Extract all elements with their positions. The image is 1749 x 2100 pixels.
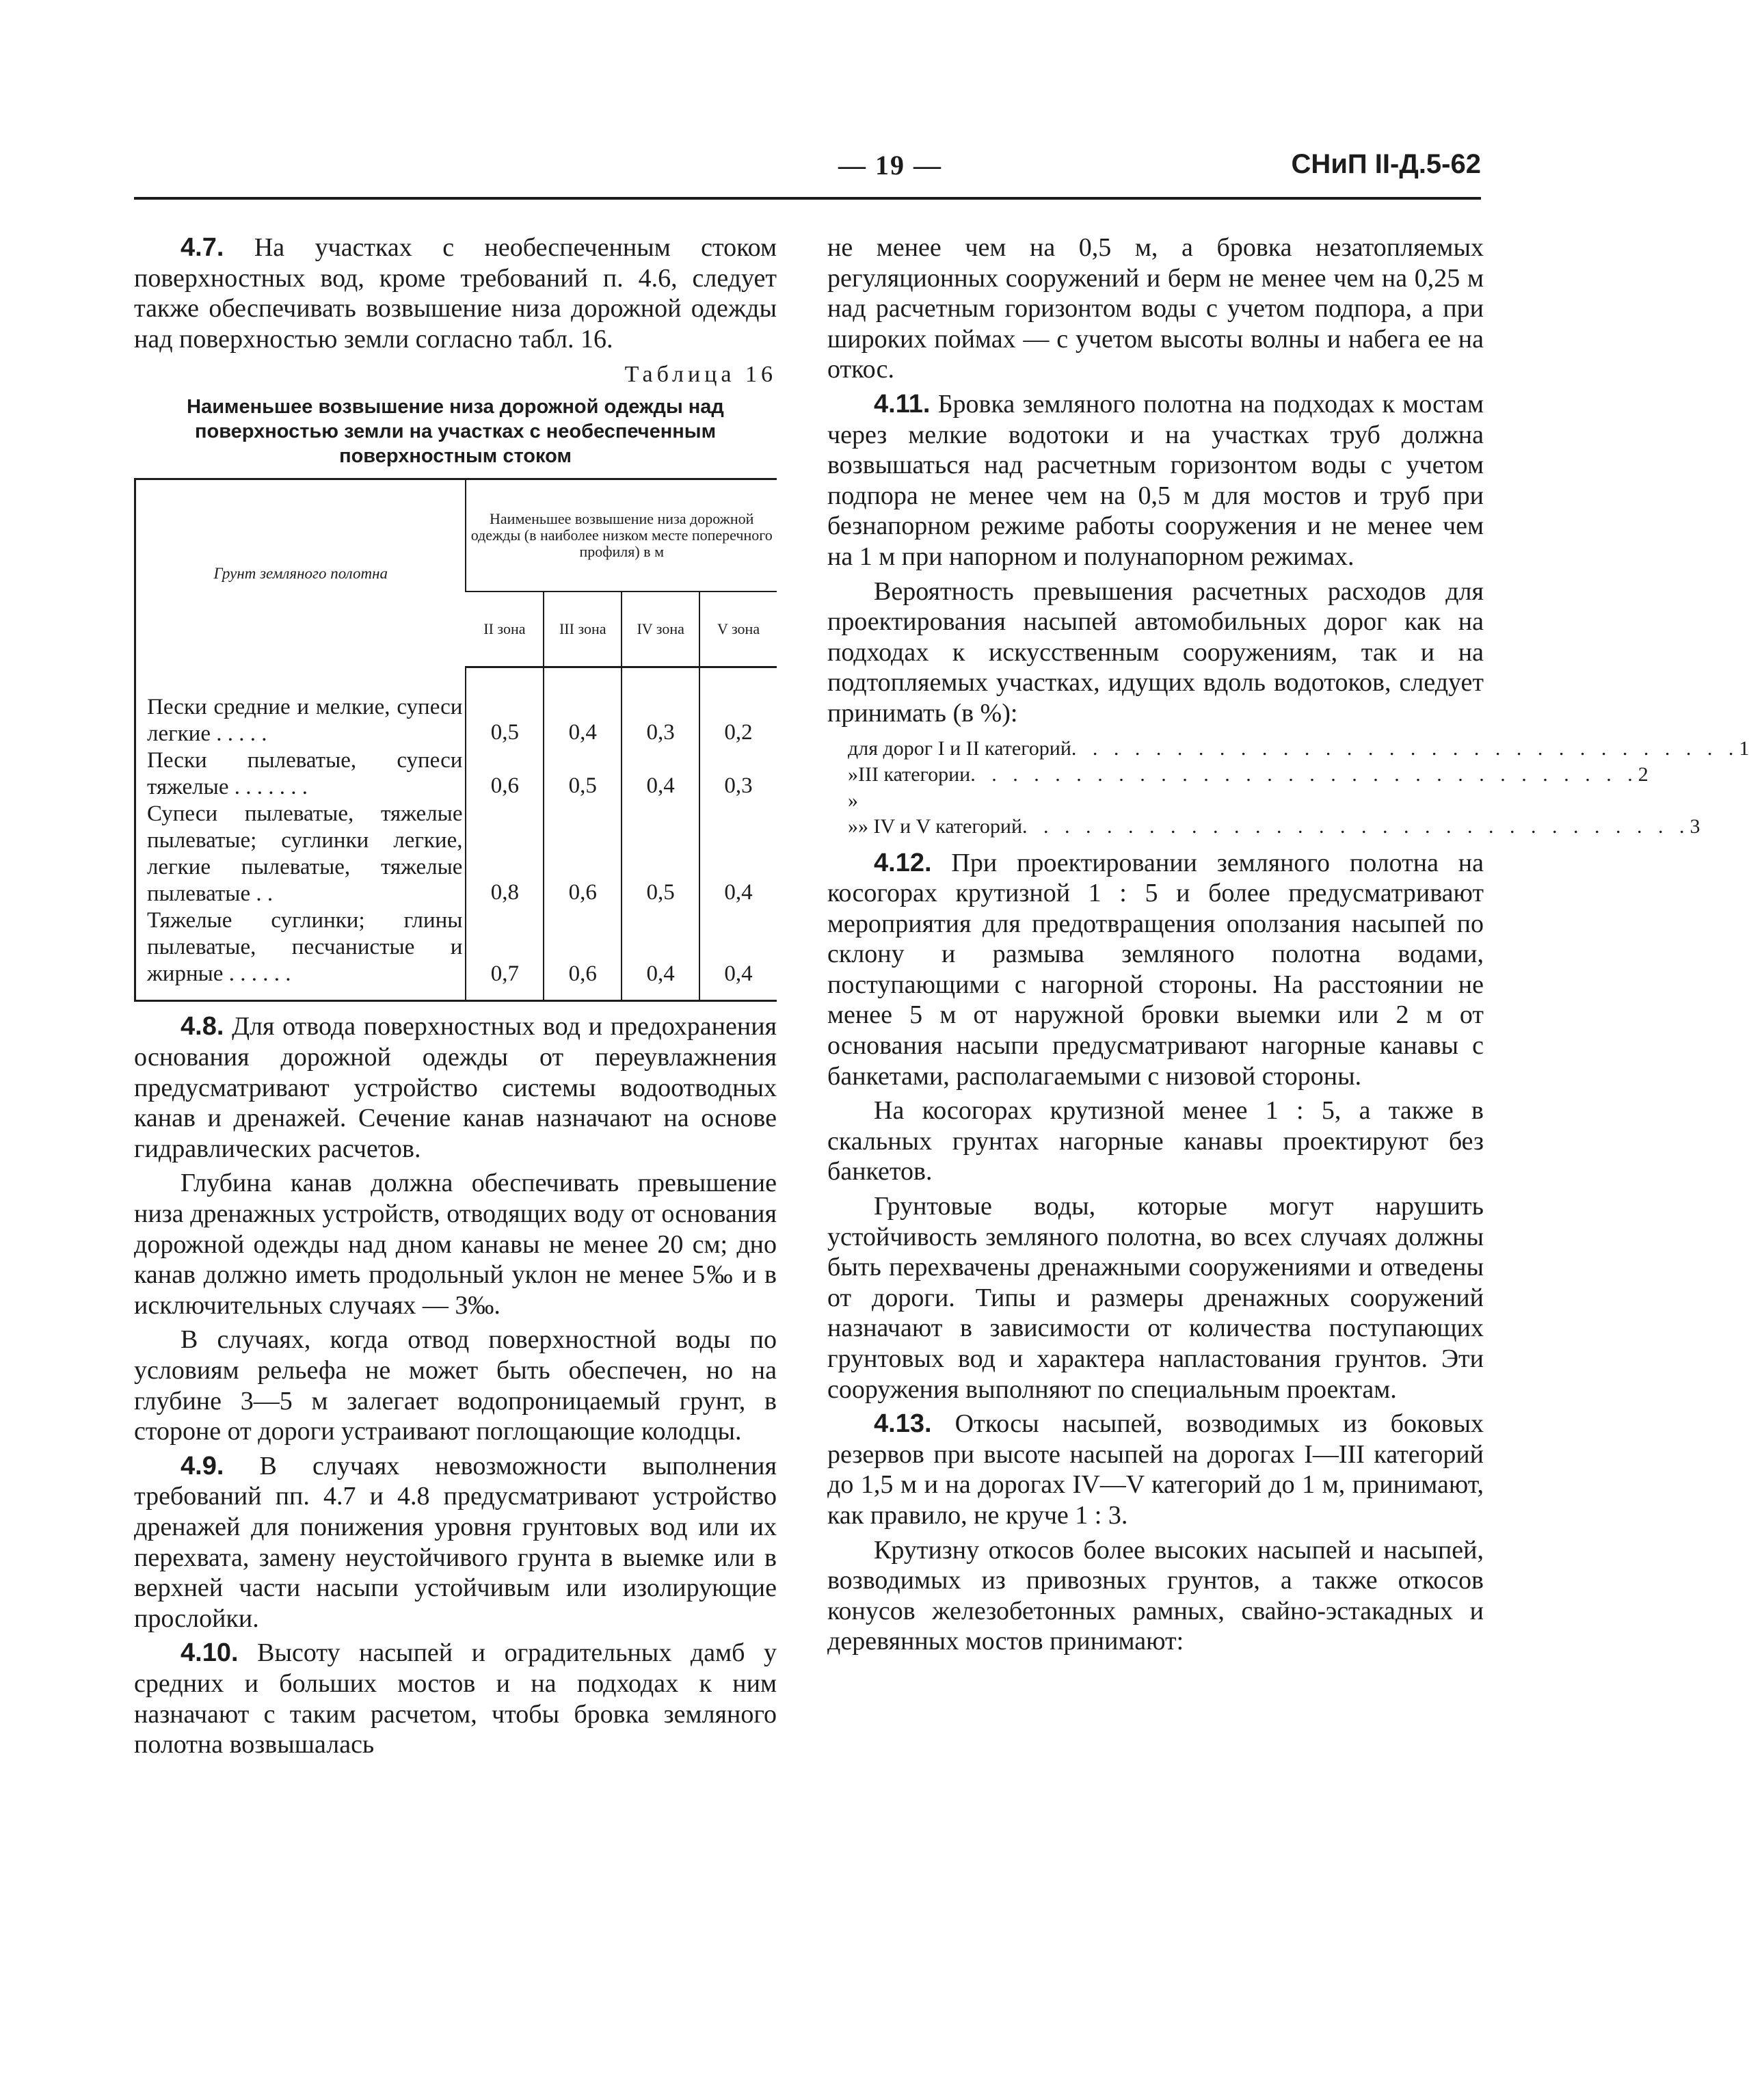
category-value: 2 bbox=[1638, 762, 1648, 786]
value-cell: 0,8 bbox=[466, 801, 544, 907]
paragraph: Грунтовые воды, которые могут нарушить устойчивость земляного полотна, во всех случаях должны быть перехвачены дренажными сооружениями и отведены от дороги. Типы и размеры дренажных сооружений назначают в зависимости от количества поступающих грунтовых вод и характера напластования грунтов. Эти сооружения выполняют по специальным проектам. bbox=[827, 1192, 1484, 1404]
value-cell: 0,6 bbox=[544, 907, 622, 1001]
paragraph-text: Бровка земляного полотна на подходах к мостам через мелкие водотоки и на участках труб должна возвышаться над расчетным горизонтом воды с учетом подпора не менее чем на 0,5 м для мостов и труб при безнапорном режиме работы сооружения и не менее чем на 1 м при напорном и полунапорном режимах. bbox=[827, 389, 1484, 571]
clause-number: 4.12. bbox=[874, 848, 932, 877]
clause-number: 4.9. bbox=[181, 1451, 224, 1480]
paragraph-4-12 bbox=[827, 848, 1484, 1092]
paragraph: Вероятность превышения расчетных расходов для проектирования насыпей автомобильных дорог как на подходах к искусственным сооружениям, так и на подтопляемых участках, идущих вдоль водотоков, следует принимать (в %): bbox=[827, 576, 1484, 728]
value-cell: 0,4 bbox=[622, 907, 699, 1001]
table-row bbox=[135, 801, 777, 907]
table-16 bbox=[134, 478, 777, 1002]
value-cell: 0,5 bbox=[544, 747, 622, 801]
paragraph-4-7 bbox=[134, 232, 777, 354]
header-soil: Грунт земляного полотна bbox=[213, 564, 388, 582]
value-cell: 0,4 bbox=[699, 907, 777, 1001]
header-zone: II зона bbox=[466, 592, 544, 667]
category-text: для дорог I и II категорий bbox=[848, 736, 1071, 760]
table-label: Таблица 16 bbox=[624, 362, 777, 388]
soil-cell: Пески средние и мелкие, супеси легкие . . . . . bbox=[147, 695, 463, 747]
header-zone: IV зона bbox=[622, 592, 699, 667]
table-title: Наименьшее возвышение низа дорожной одежды над поверхностью земли на участках с необеспеченным поверхностным стоком bbox=[187, 395, 724, 467]
clause-number: 4.10. bbox=[181, 1638, 239, 1668]
clause-number: 4.8. bbox=[181, 1012, 224, 1041]
category-text: III категории bbox=[858, 762, 971, 786]
paragraph: Крутизну откосов более высоких насыпей и насыпей, возводимых из привозных грунтов, а также откосов конусов железобетонных рамных, свайно-эстакадных и деревянных мостов принимают: bbox=[827, 1535, 1484, 1656]
header-rule bbox=[134, 197, 1481, 200]
category-item: для дорог I и II категорий . . . . . . . . . . . . . . . . . . . . . . . . . . . . . . . . 1 bbox=[848, 736, 1484, 762]
value-cell: 0,4 bbox=[699, 801, 777, 907]
value-cell: 0,5 bbox=[466, 667, 544, 747]
paragraph-4-10 bbox=[134, 1638, 777, 1759]
paragraph: Глубина канав должна обеспечивать превышение низа дренажных устройств, отводящих воду от основания дорожной одежды над дном канавы не менее 20 см; дно канав должно иметь продольный уклон не менее 5‰ и в исключительных случаях — 3‰. bbox=[134, 1169, 777, 1320]
category-list bbox=[848, 736, 1749, 840]
category-text: » IV и V категорий bbox=[858, 814, 1023, 838]
header-zone: V зона bbox=[699, 592, 777, 667]
ditto-mark: » bbox=[848, 814, 858, 838]
paragraph-4-11 bbox=[827, 389, 1484, 572]
ditto-mark: » » bbox=[848, 762, 858, 812]
left-column bbox=[134, 232, 777, 1760]
category-item: » » IV и V категорий . . . . . . . . . . . . . . . . . . . . . . . . . . . . . . . . 3 bbox=[848, 814, 1484, 840]
table-row bbox=[135, 667, 777, 747]
value-cell: 0,4 bbox=[622, 747, 699, 801]
value-cell: 0,5 bbox=[622, 801, 699, 907]
value-cell: 0,6 bbox=[466, 747, 544, 801]
document-code: СНиП II-Д.5-62 bbox=[1291, 149, 1481, 179]
paragraph-text: В случаях невозможности выполнения требований пп. 4.7 и 4.8 предусматривают устройство дренажей для понижения уровня грунтовых вод или их перехвата, замену неустойчивого грунта в выемке или в верхней части насыпи устойчивым или изолирующие прослойки. bbox=[134, 1451, 777, 1633]
header-zone: III зона bbox=[544, 592, 622, 667]
page-number: — 19 — bbox=[838, 150, 942, 181]
clause-number: 4.7. bbox=[181, 233, 224, 262]
paragraph-4-13 bbox=[827, 1409, 1484, 1530]
paragraph-text: При проектировании земляного полотна на косогорах крутизной 1 : 5 и более предусматривают мероприятия для предотвращения оползания насыпей по склону и размыва земляного полотна водами, поступающими с нагорной стороны. На расстоянии не менее 5 м от наружной бровки выемки или 2 м от основания насыпи предусматривают нагорные канавы с банкетами, располагаемыми с низовой стороны. bbox=[827, 848, 1484, 1091]
paragraph-text: Высоту насыпей и оградительных дамб у средних и больших мостов и на подходах к ним назначают с таким расчетом, чтобы бровка земляного полотна возвышалась bbox=[134, 1638, 777, 1759]
paragraph-text: Откосы насыпей, возводимых из боковых резервов при высоте насыпей на дорогах I—III категорий до 1,5 м и на дорогах IV—V категорий до 1 м, принимают, как правило, не круче 1 : 3. bbox=[827, 1409, 1484, 1530]
clause-number: 4.11. bbox=[874, 389, 931, 418]
value-cell: 0,4 bbox=[544, 667, 622, 747]
category-value: 1 bbox=[1739, 736, 1749, 760]
paragraph-4-8 bbox=[134, 1011, 777, 1164]
table-row bbox=[135, 907, 777, 1001]
paragraph-4-9 bbox=[134, 1451, 777, 1634]
soil-cell: Супеси пылеватые, тяжелые пылеватые; суглинки легкие, легкие пылеватые, тяжелые пылеватые . . bbox=[147, 801, 463, 907]
paragraph: не менее чем на 0,5 м, а бровка незатопляемых регуляционных сооружений и берм не менее чем на 0,25 м над расчетным горизонтом воды с учетом подпора, а при широких поймах — с учетом высоты волны и набега ее на откос. bbox=[827, 233, 1484, 384]
table-row bbox=[135, 747, 777, 801]
category-item: » » III категории . . . . . . . . . . . . . . . . . . . . . . . . . . . . . . . . 2 bbox=[848, 762, 1484, 814]
value-cell: 0,3 bbox=[622, 667, 699, 747]
value-cell: 0,6 bbox=[544, 801, 622, 907]
paragraph: На косогорах крутизной менее 1 : 5, а также в скальных грунтах нагорные канавы проектируют без банкетов. bbox=[827, 1096, 1484, 1186]
category-value: 3 bbox=[1690, 814, 1700, 838]
clause-number: 4.13. bbox=[874, 1409, 932, 1439]
paragraph-text: На участках с необеспеченным стоком поверхностных вод, кроме требований п. 4.6, следует также обеспечивать возвышение низа дорожной одежды над поверхностью земли согласно табл. 16. bbox=[134, 233, 777, 354]
paragraph-text: Для отвода поверхностных вод и предохранения основания дорожной одежды от переувлажнения предусматривают устройство системы водоотводных канав и дренажей. Сечение канав назначают на основе гидравлических расчетов. bbox=[134, 1012, 777, 1163]
soil-cell: Пески пылеватые, супеси тяжелые . . . . . . . bbox=[147, 748, 463, 800]
value-cell: 0,3 bbox=[699, 747, 777, 801]
paragraph: В случаях, когда отвод поверхностной воды по условиям рельефа не может быть обеспечен, но на глубине 3—5 м залегает водопроницаемый грунт, в стороне от дороги устраивают поглощающие колодцы. bbox=[134, 1325, 777, 1446]
value-cell: 0,2 bbox=[699, 667, 777, 747]
value-cell: 0,7 bbox=[466, 907, 544, 1001]
page-header bbox=[134, 149, 1481, 193]
right-column bbox=[827, 232, 1749, 1657]
soil-cell: Тяжелые суглинки; глины пылеватые, песчанистые и жирные . . . . . . bbox=[147, 908, 463, 987]
header-elevation: Наименьшее возвышение низа дорожной одежды (в наиболее низком месте поперечного профиля) в м bbox=[466, 479, 777, 592]
